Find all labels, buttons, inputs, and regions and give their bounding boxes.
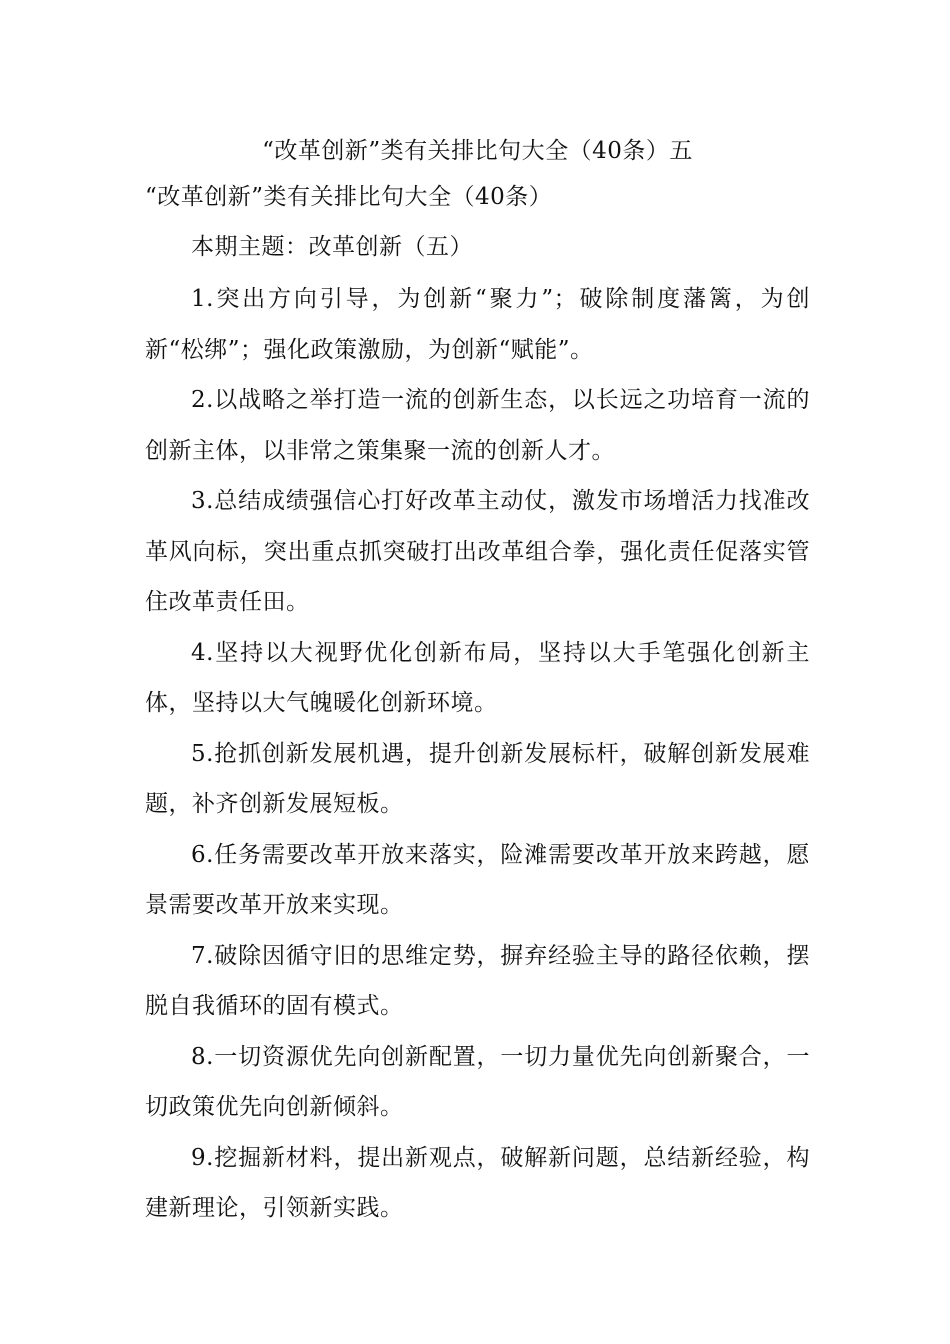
list-item: 9.挖掘新材料，提出新观点，破解新问题，总结新经验，构建新理论，引领新实践。 <box>145 1144 810 1221</box>
list-item: 5.抢抓创新发展机遇，提升创新发展标杆，破解创新发展难题，补齐创新发展短板。 <box>145 740 810 817</box>
list-item: 4.坚持以大视野优化创新布局，坚持以大手笔强化创新主体，坚持以大气魄暖化创新环境。 <box>145 639 810 716</box>
list-item: 8.一切资源优先向创新配置，一切力量优先向创新聚合，一切政策优先向创新倾斜。 <box>145 1043 810 1120</box>
list-item: 3.总结成绩强信心打好改革主动仗，激发市场增活力找准改革风向标，突出重点抓突破打出改革组合拳，强化责任促落实管住改革责任田。 <box>145 488 810 615</box>
document-subtitle: “改革创新”类有关排比句大全（40条） <box>145 184 553 210</box>
document-title: “改革创新”类有关排比句大全（40条）五 <box>262 138 693 164</box>
document-body <box>145 128 810 1234</box>
list-item: 7.破除因循守旧的思维定势，摒弃经验主导的路径依赖，摆脱自我循环的固有模式。 <box>145 942 810 1019</box>
list-item: 2.以战略之举打造一流的创新生态，以长远之功培育一流的创新主体，以非常之策集聚一流的创新人才。 <box>145 387 810 464</box>
document-theme: 本期主题：改革创新（五） <box>191 234 473 260</box>
list-item: 6.任务需要改革开放来落实，险滩需要改革开放来跨越，愿景需要改革开放来实现。 <box>145 841 810 918</box>
list-item: 1.突出方向引导，为创新“聚力”；破除制度藩篱，为创新“松绑”；强化政策激励，为创新“赋能”。 <box>145 286 810 363</box>
